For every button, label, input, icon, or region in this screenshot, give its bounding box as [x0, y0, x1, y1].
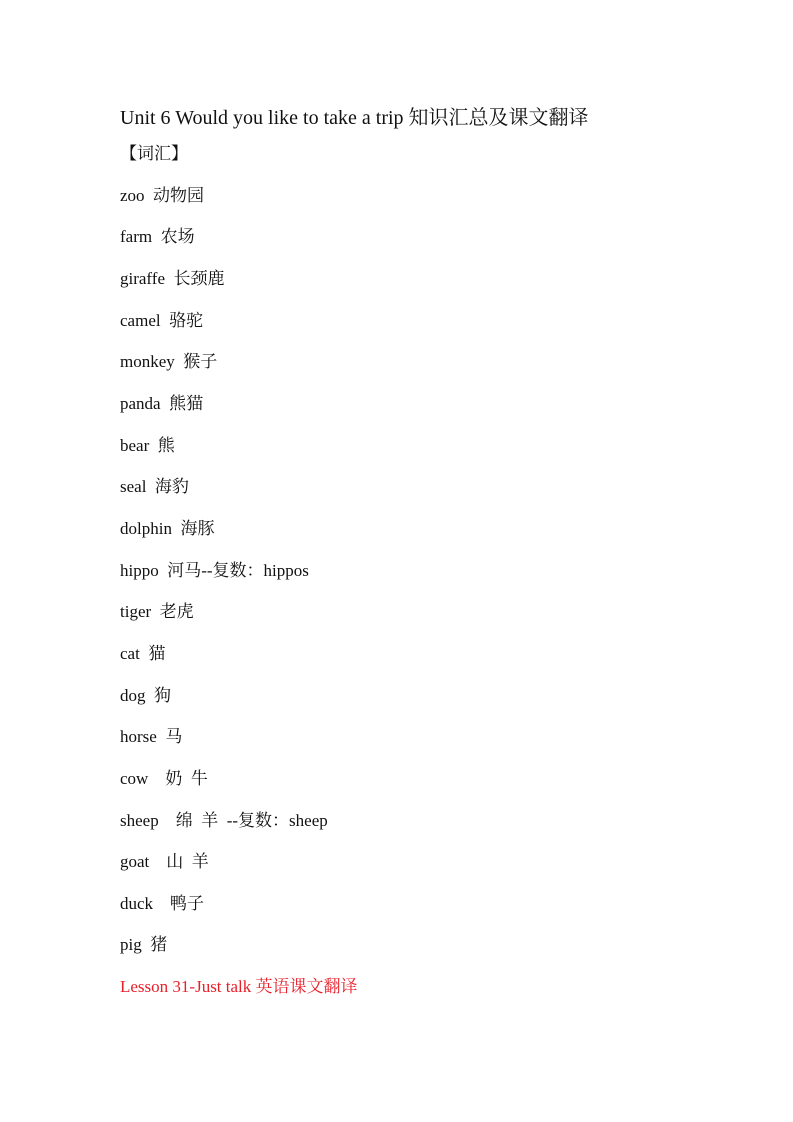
document-content: [120, 103, 740, 997]
vocab-item: seal 海豹: [120, 477, 189, 497]
vocab-item: monkey 猴子: [120, 352, 218, 372]
vocab-item: giraffe 长颈鹿: [120, 268, 225, 288]
vocab-item: cow 奶 牛: [120, 768, 208, 788]
vocab-item: cat 猫: [120, 643, 166, 663]
vocab-list: [120, 186, 740, 956]
vocab-item: farm 农场: [120, 227, 195, 247]
vocab-item: bear 熊: [120, 435, 175, 455]
vocab-item: zoo 动物园: [120, 185, 205, 205]
vocab-item: camel 骆驼: [120, 310, 204, 330]
vocab-item: pig 猪: [120, 935, 168, 955]
document-title: Unit 6 Would you like to take a trip 知识汇总及课文翻译: [120, 107, 589, 129]
vocab-item: dog 狗: [120, 685, 171, 705]
vocab-item: tiger 老虎: [120, 602, 194, 622]
vocab-item: horse 马: [120, 727, 183, 747]
vocab-heading: 【词汇】: [120, 144, 188, 163]
vocab-item: sheep 绵 羊 --复数：sheep: [120, 810, 328, 830]
vocab-item: goat 山 羊: [120, 852, 209, 872]
vocab-item: dolphin 海豚: [120, 518, 215, 538]
vocab-item: duck 鸭子: [120, 893, 205, 913]
vocab-item: panda 熊猫: [120, 393, 204, 413]
vocab-item: hippo 河马--复数：hippos: [120, 560, 309, 580]
lesson-heading: Lesson 31-Just talk 英语课文翻译: [120, 977, 358, 997]
